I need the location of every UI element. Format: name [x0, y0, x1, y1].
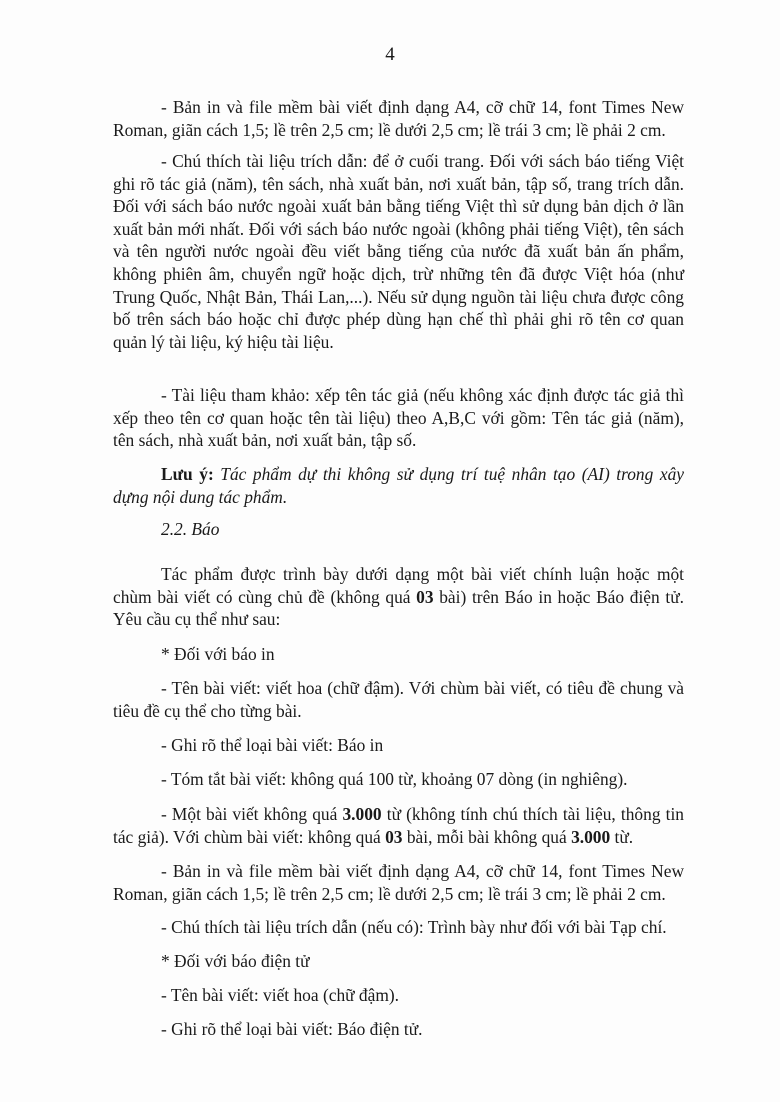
length-text-g: từ.: [610, 826, 634, 847]
paragraph-print-citations: - Chú thích tài liệu trích dẫn (nếu có): Trình bày như đối với bài Tạp chí.: [161, 917, 667, 937]
length-text-e: bài, mỗi bài không quá: [402, 826, 572, 847]
paragraph-print-file-format: - Bản in và file mềm bài viết định dạng A4, cỡ chữ 14, font Times New Roman, giãn cách 1,5; lề trên 2,5 cm; lề dưới 2,5 cm; lề trái 3 cm; lề phải 2 cm.: [113, 861, 684, 904]
note-label: Lưu ý:: [161, 464, 214, 484]
paragraph-print-title: - Tên bài viết: viết hoa (chữ đậm). Với chùm bài viết, có tiêu đề chung và tiêu đề cụ thể cho từng bài.: [113, 678, 684, 721]
page-number: 4: [385, 44, 395, 65]
paragraph-print-length: [113, 803, 684, 848]
section-heading-newspaper: 2.2. Báo: [161, 519, 220, 539]
paragraph-print-summary: - Tóm tắt bài viết: không quá 100 từ, khoảng 07 dòng (in nghiêng).: [161, 769, 628, 789]
paragraph-newspaper-intro: [113, 563, 684, 631]
paragraph-ai-note: [113, 463, 684, 508]
paragraph-print-format: - Bản in và file mềm bài viết định dạng A4, cỡ chữ 14, font Times New Roman, giãn cách 1,5; lề trên 2,5 cm; lề dưới 2,5 cm; lề trái 3 cm; lề phải 2 cm.: [113, 97, 684, 140]
subheading-online-newspaper: * Đối với báo điện tử: [161, 951, 310, 971]
intro-text-a: Tác phẩm được trình bày dưới dạng một bài viết chính luận hoặc một chùm bài viết có cùng chủ đề (không quá: [113, 564, 684, 607]
length-limit-1: 3.000: [342, 804, 382, 824]
length-text-c: từ (không tính chú thích tài liệu, thông tin tác giả). Với chùm bài viết: không quá: [113, 804, 685, 847]
paragraph-online-title: - Tên bài viết: viết hoa (chữ đậm).: [161, 985, 400, 1005]
length-count: 03: [385, 826, 403, 847]
intro-count: 03: [416, 586, 434, 607]
subheading-print-newspaper: * Đối với báo in: [161, 644, 275, 664]
note-text: Tác phẩm dự thi không sử dụng trí tuệ nhân tạo (AI) trong xây dựng nội dung tác phẩm.: [113, 464, 684, 507]
length-limit-2: 3.000: [571, 826, 611, 847]
paragraph-references: - Tài liệu tham khảo: xếp tên tác giả (nếu không xác định được tác giả thì xếp theo tên cơ quan hoặc tên tài liệu) theo A,B,C với gồm: Tên tác giả (năm), tên sách, nhà xuất bản, nơi xuất bản, tập số.: [113, 385, 684, 451]
paragraph-citation-notes: - Chú thích tài liệu trích dẫn: để ở cuối trang. Đối với sách báo tiếng Việt ghi rõ tác giả (năm), tên sách, nhà xuất bản, nơi xuất bản, tập số, trang trích dẫn. Đối với sách báo nước ngoài xuất bản bằng tiếng Việt thì sử dụng bản dịch ở lần xuất bản mới nhất. Đối với sách báo nước ngoài (không phải tiếng Việt), tên sách và tên người nước ngoài đều viết bằng tiếng của nước đã xuất bản ấn phẩm, không phiên âm, chuyển ngữ hoặc dịch, trừ những tên đã được Việt hóa (như Trung Quốc, Nhật Bản, Thái Lan,...). Nếu sử dụng nguồn tài liệu chưa được công bố trên sách báo hoặc chỉ được phép dùng hạn chế thì phải ghi rõ tên cơ quan quản lý tài liệu, ký hiệu tài liệu.: [113, 151, 684, 352]
paragraph-online-genre: - Ghi rõ thể loại bài viết: Báo điện tử.: [161, 1019, 423, 1039]
length-text-a: - Một bài viết không quá: [161, 804, 343, 824]
paragraph-print-genre: - Ghi rõ thể loại bài viết: Báo in: [161, 735, 384, 755]
intro-text-c: bài) trên Báo in hoặc Báo điện tử. Yêu cầu cụ thể như sau:: [113, 586, 684, 630]
